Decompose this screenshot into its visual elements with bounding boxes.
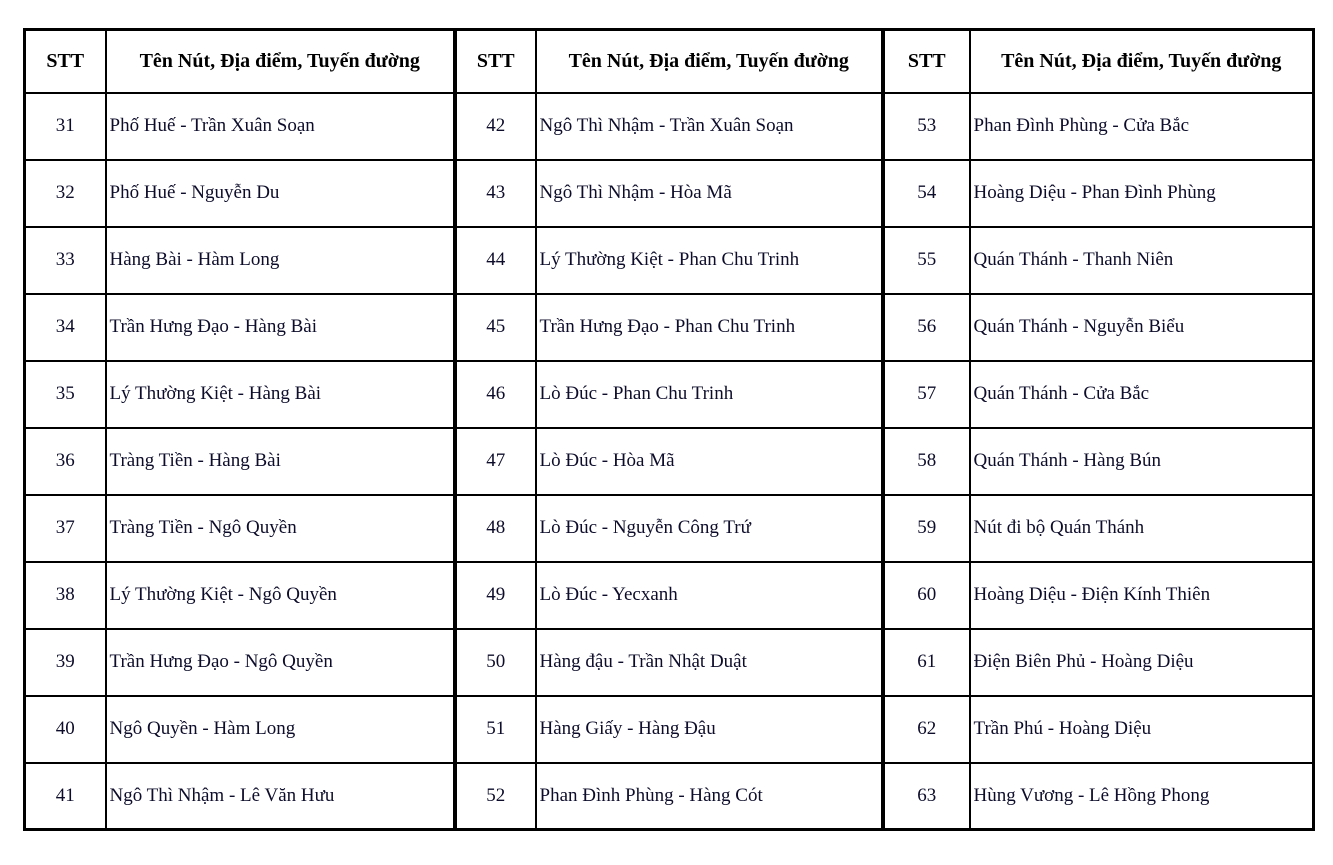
intersection-table bbox=[454, 28, 884, 831]
row-number-cell: 47 bbox=[456, 428, 536, 495]
row-name-cell: Ngô Quyền - Hàm Long bbox=[106, 696, 455, 763]
table-row bbox=[25, 428, 455, 495]
table-row bbox=[456, 495, 883, 562]
row-number-cell: 42 bbox=[456, 93, 536, 160]
row-name-cell: Lò Đúc - Hòa Mã bbox=[536, 428, 883, 495]
row-name-cell: Hàng Bài - Hàm Long bbox=[106, 227, 455, 294]
row-number-cell: 49 bbox=[456, 562, 536, 629]
intersection-table bbox=[882, 28, 1315, 831]
row-name-cell: Quán Thánh - Thanh Niên bbox=[970, 227, 1314, 294]
table-row bbox=[456, 629, 883, 696]
row-name-cell: Trần Hưng Đạo - Phan Chu Trinh bbox=[536, 294, 883, 361]
table-row bbox=[456, 763, 883, 830]
table-row bbox=[25, 562, 455, 629]
row-name-cell: Hùng Vương - Lê Hồng Phong bbox=[970, 763, 1314, 830]
stt-column-header: STT bbox=[884, 30, 970, 93]
row-number-cell: 58 bbox=[884, 428, 970, 495]
table-row bbox=[25, 227, 455, 294]
row-number-cell: 44 bbox=[456, 227, 536, 294]
row-name-cell: Lò Đúc - Phan Chu Trinh bbox=[536, 361, 883, 428]
row-number-cell: 43 bbox=[456, 160, 536, 227]
row-name-cell: Hàng Giấy - Hàng Đậu bbox=[536, 696, 883, 763]
table-row bbox=[25, 294, 455, 361]
row-number-cell: 54 bbox=[884, 160, 970, 227]
row-name-cell: Hàng đậu - Trần Nhật Duật bbox=[536, 629, 883, 696]
row-name-cell: Trần Hưng Đạo - Hàng Bài bbox=[106, 294, 455, 361]
table-row bbox=[884, 93, 1314, 160]
row-name-cell: Trần Phú - Hoàng Diệu bbox=[970, 696, 1314, 763]
table-row bbox=[884, 160, 1314, 227]
row-name-cell: Quán Thánh - Cửa Bắc bbox=[970, 361, 1314, 428]
row-name-cell: Quán Thánh - Nguyễn Biểu bbox=[970, 294, 1314, 361]
row-name-cell: Lò Đúc - Nguyễn Công Trứ bbox=[536, 495, 883, 562]
table-row bbox=[25, 495, 455, 562]
row-number-cell: 60 bbox=[884, 562, 970, 629]
row-name-cell: Phố Huế - Nguyễn Du bbox=[106, 160, 455, 227]
row-number-cell: 59 bbox=[884, 495, 970, 562]
table-row bbox=[25, 763, 455, 830]
table-row bbox=[884, 562, 1314, 629]
table-row bbox=[456, 227, 883, 294]
row-number-cell: 40 bbox=[25, 696, 106, 763]
table-row bbox=[456, 93, 883, 160]
row-name-cell: Quán Thánh - Hàng Bún bbox=[970, 428, 1314, 495]
row-number-cell: 38 bbox=[25, 562, 106, 629]
row-number-cell: 51 bbox=[456, 696, 536, 763]
stt-column-header: STT bbox=[456, 30, 536, 93]
row-number-cell: 35 bbox=[25, 361, 106, 428]
row-name-cell: Tràng Tiền - Hàng Bài bbox=[106, 428, 455, 495]
table-row bbox=[456, 562, 883, 629]
table-row bbox=[456, 428, 883, 495]
table-row bbox=[884, 294, 1314, 361]
name-column-header: Tên Nút, Địa điểm, Tuyến đường bbox=[970, 30, 1314, 93]
row-number-cell: 50 bbox=[456, 629, 536, 696]
table-row bbox=[25, 629, 455, 696]
name-column-header: Tên Nút, Địa điểm, Tuyến đường bbox=[536, 30, 883, 93]
row-name-cell: Lý Thường Kiệt - Ngô Quyền bbox=[106, 562, 455, 629]
row-name-cell: Ngô Thì Nhậm - Trần Xuân Soạn bbox=[536, 93, 883, 160]
row-number-cell: 46 bbox=[456, 361, 536, 428]
row-number-cell: 31 bbox=[25, 93, 106, 160]
row-number-cell: 39 bbox=[25, 629, 106, 696]
row-number-cell: 62 bbox=[884, 696, 970, 763]
table-row bbox=[456, 696, 883, 763]
table-row bbox=[25, 696, 455, 763]
row-name-cell: Trần Hưng Đạo - Ngô Quyền bbox=[106, 629, 455, 696]
row-name-cell: Nút đi bộ Quán Thánh bbox=[970, 495, 1314, 562]
table-row bbox=[884, 428, 1314, 495]
row-name-cell: Tràng Tiền - Ngô Quyền bbox=[106, 495, 455, 562]
header-row bbox=[25, 30, 455, 93]
stt-column-header: STT bbox=[25, 30, 106, 93]
table-row bbox=[25, 93, 455, 160]
row-name-cell: Lý Thường Kiệt - Phan Chu Trinh bbox=[536, 227, 883, 294]
intersection-tables-group bbox=[23, 28, 1315, 831]
row-number-cell: 37 bbox=[25, 495, 106, 562]
row-number-cell: 63 bbox=[884, 763, 970, 830]
row-number-cell: 52 bbox=[456, 763, 536, 830]
row-name-cell: Lò Đúc - Yecxanh bbox=[536, 562, 883, 629]
row-number-cell: 61 bbox=[884, 629, 970, 696]
table-row bbox=[25, 361, 455, 428]
table-row bbox=[884, 227, 1314, 294]
row-name-cell: Phố Huế - Trần Xuân Soạn bbox=[106, 93, 455, 160]
name-column-header: Tên Nút, Địa điểm, Tuyến đường bbox=[106, 30, 455, 93]
table-row bbox=[884, 696, 1314, 763]
table-row bbox=[456, 160, 883, 227]
row-number-cell: 45 bbox=[456, 294, 536, 361]
row-name-cell: Lý Thường Kiệt - Hàng Bài bbox=[106, 361, 455, 428]
row-number-cell: 36 bbox=[25, 428, 106, 495]
row-number-cell: 32 bbox=[25, 160, 106, 227]
table-row bbox=[884, 763, 1314, 830]
table-row bbox=[884, 495, 1314, 562]
header-row bbox=[884, 30, 1314, 93]
header-row bbox=[456, 30, 883, 93]
row-name-cell: Phan Đình Phùng - Cửa Bắc bbox=[970, 93, 1314, 160]
table-row bbox=[884, 629, 1314, 696]
row-name-cell: Ngô Thì Nhậm - Lê Văn Hưu bbox=[106, 763, 455, 830]
intersection-table bbox=[23, 28, 456, 831]
table-row bbox=[456, 294, 883, 361]
row-name-cell: Hoàng Diệu - Điện Kính Thiên bbox=[970, 562, 1314, 629]
row-name-cell: Phan Đình Phùng - Hàng Cót bbox=[536, 763, 883, 830]
row-number-cell: 56 bbox=[884, 294, 970, 361]
row-number-cell: 33 bbox=[25, 227, 106, 294]
row-number-cell: 55 bbox=[884, 227, 970, 294]
row-number-cell: 41 bbox=[25, 763, 106, 830]
row-number-cell: 48 bbox=[456, 495, 536, 562]
row-number-cell: 57 bbox=[884, 361, 970, 428]
row-name-cell: Hoàng Diệu - Phan Đình Phùng bbox=[970, 160, 1314, 227]
row-name-cell: Điện Biên Phủ - Hoàng Diệu bbox=[970, 629, 1314, 696]
table-row bbox=[884, 361, 1314, 428]
row-name-cell: Ngô Thì Nhậm - Hòa Mã bbox=[536, 160, 883, 227]
row-number-cell: 34 bbox=[25, 294, 106, 361]
table-row bbox=[456, 361, 883, 428]
row-number-cell: 53 bbox=[884, 93, 970, 160]
table-row bbox=[25, 160, 455, 227]
